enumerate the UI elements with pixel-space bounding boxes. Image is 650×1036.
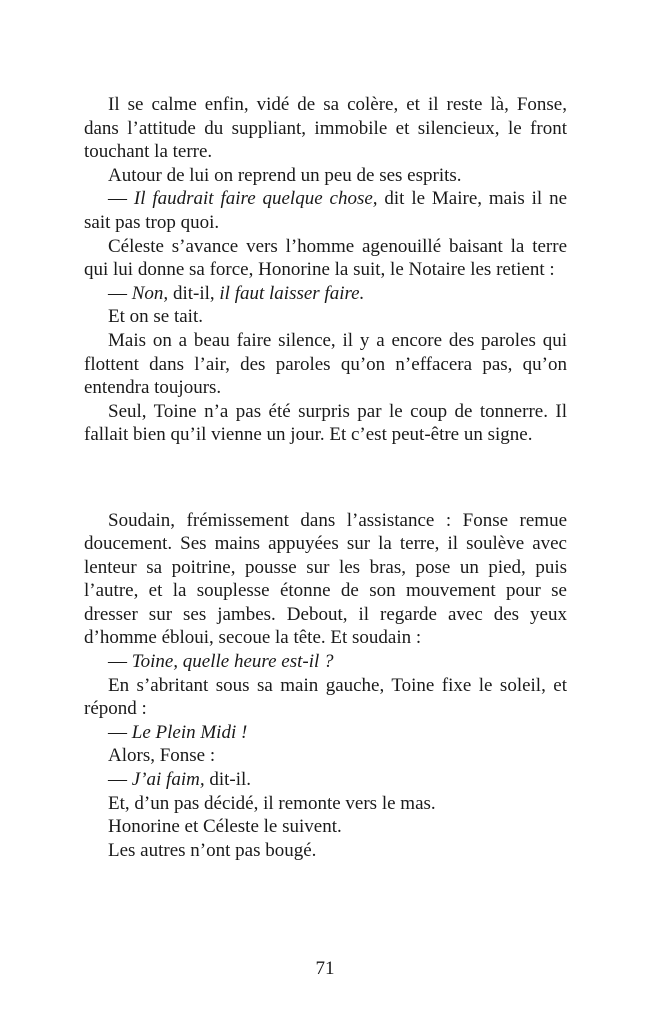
paragraph — [84, 509, 567, 651]
text-run: Les autres n’ont pas bougé. — [108, 839, 317, 861]
italic-dialogue-text: Il faudrait faire quelque chose, — [133, 188, 378, 210]
paragraph — [84, 674, 567, 721]
text-run: — — [108, 651, 132, 673]
paragraph — [84, 650, 567, 674]
text-run: Honorine et Céleste le suivent. — [108, 816, 342, 838]
text-run: Seul, Toine n’a pas été surpris par le coup de tonnerre. Il fallait bien qu’il vienne un jour. Et c’est peut-être un signe. — [84, 400, 567, 446]
text-run: Alors, Fonse : — [108, 745, 216, 767]
text-run: dit le Maire, mais il ne sait pas trop quoi. — [84, 188, 568, 233]
paragraph — [84, 792, 567, 816]
italic-dialogue-text: Toine, quelle heure est-il ? — [131, 651, 334, 673]
text-run: Autour de lui on reprend un peu de ses esprits. — [108, 164, 462, 186]
italic-dialogue-text: il faut laisser faire. — [219, 282, 365, 304]
text-run: Il se calme enfin, vidé de sa colère, et il reste là, Fonse, dans l’attitude du suppliant, immobile et silencieux, le front touchant la terre. — [84, 94, 567, 163]
paragraph — [84, 768, 567, 792]
text-run: — — [108, 188, 134, 210]
paragraph — [84, 744, 567, 768]
page-number: 71 — [315, 958, 335, 979]
paragraph — [84, 400, 567, 447]
italic-dialogue-text: Non, — [131, 282, 169, 304]
paragraph — [84, 93, 567, 164]
italic-dialogue-text: Le Plein Midi ! — [131, 721, 248, 743]
text-run: Céleste s’avance vers l’homme agenouillé baisant la terre qui lui donne sa force, Honorine la suit, le Notaire les retient : — [84, 235, 567, 281]
paragraph — [84, 815, 567, 839]
paragraph — [84, 721, 567, 745]
section-break — [84, 466, 567, 490]
text-run: En s’abritant sous sa main gauche, Toine fixe le soleil, et répond : — [84, 674, 567, 720]
italic-dialogue-text: J’ai faim, — [131, 769, 205, 791]
text-run: Soudain, frémissement dans l’assistance : Fonse remue doucement. Ses mains appuyées sur la terre, il soulève avec lenteur sa poitrine, pousse sur les bras, pose un pied, puis l’autre, et la souplesse étonne de son mouvement pour se dresser sur ses jambes. Debout, il regarde avec des yeux d’homme ébloui, secoue la tête. Et soudain : — [84, 509, 567, 649]
text-run: — — [108, 769, 132, 791]
paragraph — [84, 187, 567, 234]
paragraph — [84, 164, 567, 188]
paragraph — [84, 305, 567, 329]
text-run: — — [108, 721, 132, 743]
text-run: — — [108, 282, 132, 304]
text-run: dit-il, — [168, 282, 220, 304]
paragraph — [84, 235, 567, 282]
paragraph — [84, 839, 567, 863]
text-run: Et on se tait. — [108, 306, 203, 328]
text-run: Et, d’un pas décidé, il remonte vers le mas. — [108, 792, 436, 814]
paragraph — [84, 329, 567, 400]
text-run: dit-il. — [204, 769, 252, 791]
page-body-text — [84, 93, 567, 862]
text-run: Mais on a beau faire silence, il y a encore des paroles qui flottent dans l’air, des paroles qu’on n’effacera pas, qu’on entendra toujours. — [84, 329, 567, 399]
paragraph — [84, 282, 567, 306]
